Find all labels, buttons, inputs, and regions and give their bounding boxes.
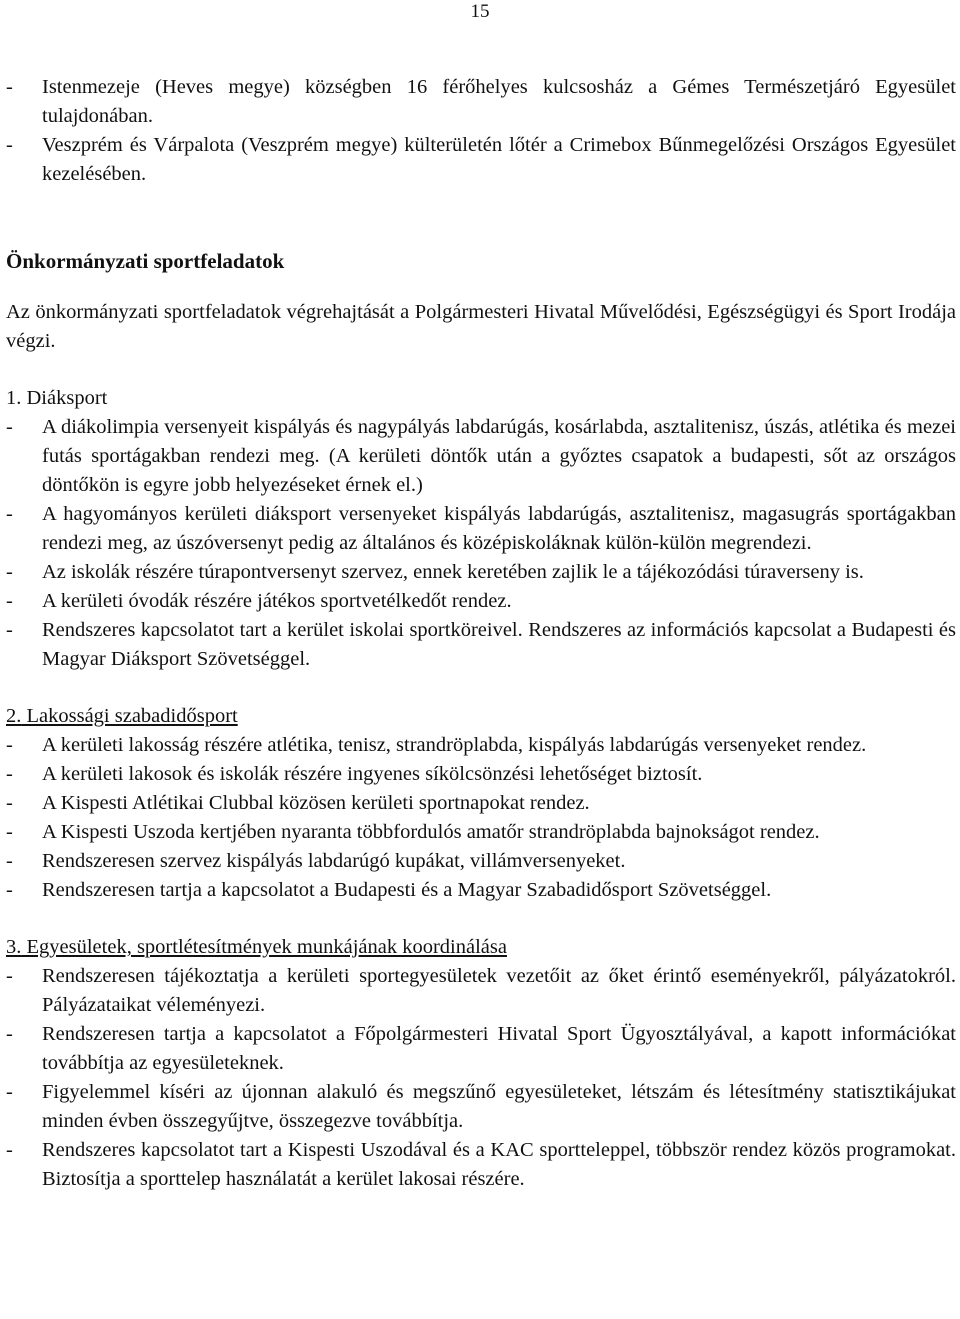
section-list-egyesuletek <box>6 962 956 1194</box>
list-item: - A hagyományos kerületi diáksport versenyeket kispályás labdarúgás, asztalitenisz, magasugrás sportágakban rendezi meg, az úszóversenyt pedig az általános és középiskoláknak külön-külön megrendezi. <box>6 500 956 558</box>
list-item: - Rendszeresen tájékoztatja a kerületi sportegyesületek vezetőit az őket érintő eseményekről, pályázatokról. Pályázataikat véleményezi. <box>6 962 956 1020</box>
intro-list <box>6 73 956 189</box>
list-item: - Rendszeres kapcsolatot tart a kerület iskolai sportköreivel. Rendszeres az információs kapcsolat a Budapesti és Magyar Diáksport Szövetséggel. <box>6 616 956 674</box>
section-title-text: Egyesületek, sportlétesítmények munkájának koordinálása <box>26 936 507 958</box>
list-item: - Rendszeres kapcsolatot tart a Kispesti Uszodával és a KAC sportteleppel, többször rendez közös programokat. Biztosítja a sporttelep használatát a kerület lakosai részére. <box>6 1136 956 1194</box>
list-item: - Veszprém és Várpalota (Veszprém megye) külterületén lőtér a Crimebox Bűnmegelőzési Országos Egyesület kezelésében. <box>6 131 956 189</box>
list-item: - A kerületi lakosok és iskolák részére ingyenes síkölcsönzési lehetőséget biztosít. <box>6 760 956 789</box>
section-list-szabadidosport <box>6 731 956 905</box>
section-title-text: Lakossági szabadidősport <box>26 705 238 727</box>
section-heading: Önkormányzati sportfeladatok <box>6 249 285 273</box>
list-item: - Figyelemmel kíséri az újonnan alakuló és megszűnő egyesületeket, létszám és létesítmény statisztikájukat minden évben összegyűjtve, összegezve továbbítja. <box>6 1078 956 1136</box>
list-item: - Az iskolák részére túrapontversenyt szervez, ennek keretében zajlik le a tájékozódási túraverseny is. <box>6 558 956 587</box>
section-title-egyesuletek <box>6 933 956 962</box>
section-title-szabadidosport <box>6 702 956 731</box>
list-item: - Rendszeresen tartja a kapcsolatot a Főpolgármesteri Hivatal Sport Ügyosztályával, a kapott információkat továbbítja az egyesületeknek. <box>6 1020 956 1078</box>
section-title-text: Diáksport <box>26 387 108 409</box>
section-number: 3. <box>6 936 22 958</box>
list-item: - A diákolimpia versenyeit kispályás és nagypályás labdarúgás, kosárlabda, asztalitenisz, úszás, atlétika és mezei futás sportágakban rendezi meg. (A kerületi döntők után a győztes csapatok a budapesti, sőt az országos döntőkön is egyre jobb helyezéseket érnek el.) <box>6 413 956 500</box>
section-number: 1. <box>6 387 22 409</box>
list-item: - A Kispesti Uszoda kertjében nyaranta többfordulós amatőr strandröplabda bajnokságot rendez. <box>6 818 956 847</box>
list-item: - A kerületi lakosság részére atlétika, tenisz, strandröplabda, kispályás labdarúgás versenyeket rendez. <box>6 731 956 760</box>
document-body <box>6 73 956 1194</box>
page-number: 15 <box>470 1 490 22</box>
section-number: 2. <box>6 705 22 727</box>
section-title-diaksport <box>6 384 956 413</box>
list-item: - Rendszeresen tartja a kapcsolatot a Budapesti és a Magyar Szabadidősport Szövetséggel. <box>6 876 956 905</box>
section-list-diaksport <box>6 413 956 674</box>
list-item: - A Kispesti Atlétikai Clubbal közösen kerületi sportnapokat rendez. <box>6 789 956 818</box>
intro-paragraph: Az önkormányzati sportfeladatok végrehajtását a Polgármesteri Hivatal Művelődési, Egészségügyi és Sport Irodája végzi. <box>6 301 956 352</box>
list-item: - Istenmezeje (Heves megye) községben 16 férőhelyes kulcsosház a Gémes Természetjáró Egyesület tulajdonában. <box>6 73 956 131</box>
list-item: - A kerületi óvodák részére játékos sportvetélkedőt rendez. <box>6 587 956 616</box>
list-item: - Rendszeresen szervez kispályás labdarúgó kupákat, villámversenyeket. <box>6 847 956 876</box>
